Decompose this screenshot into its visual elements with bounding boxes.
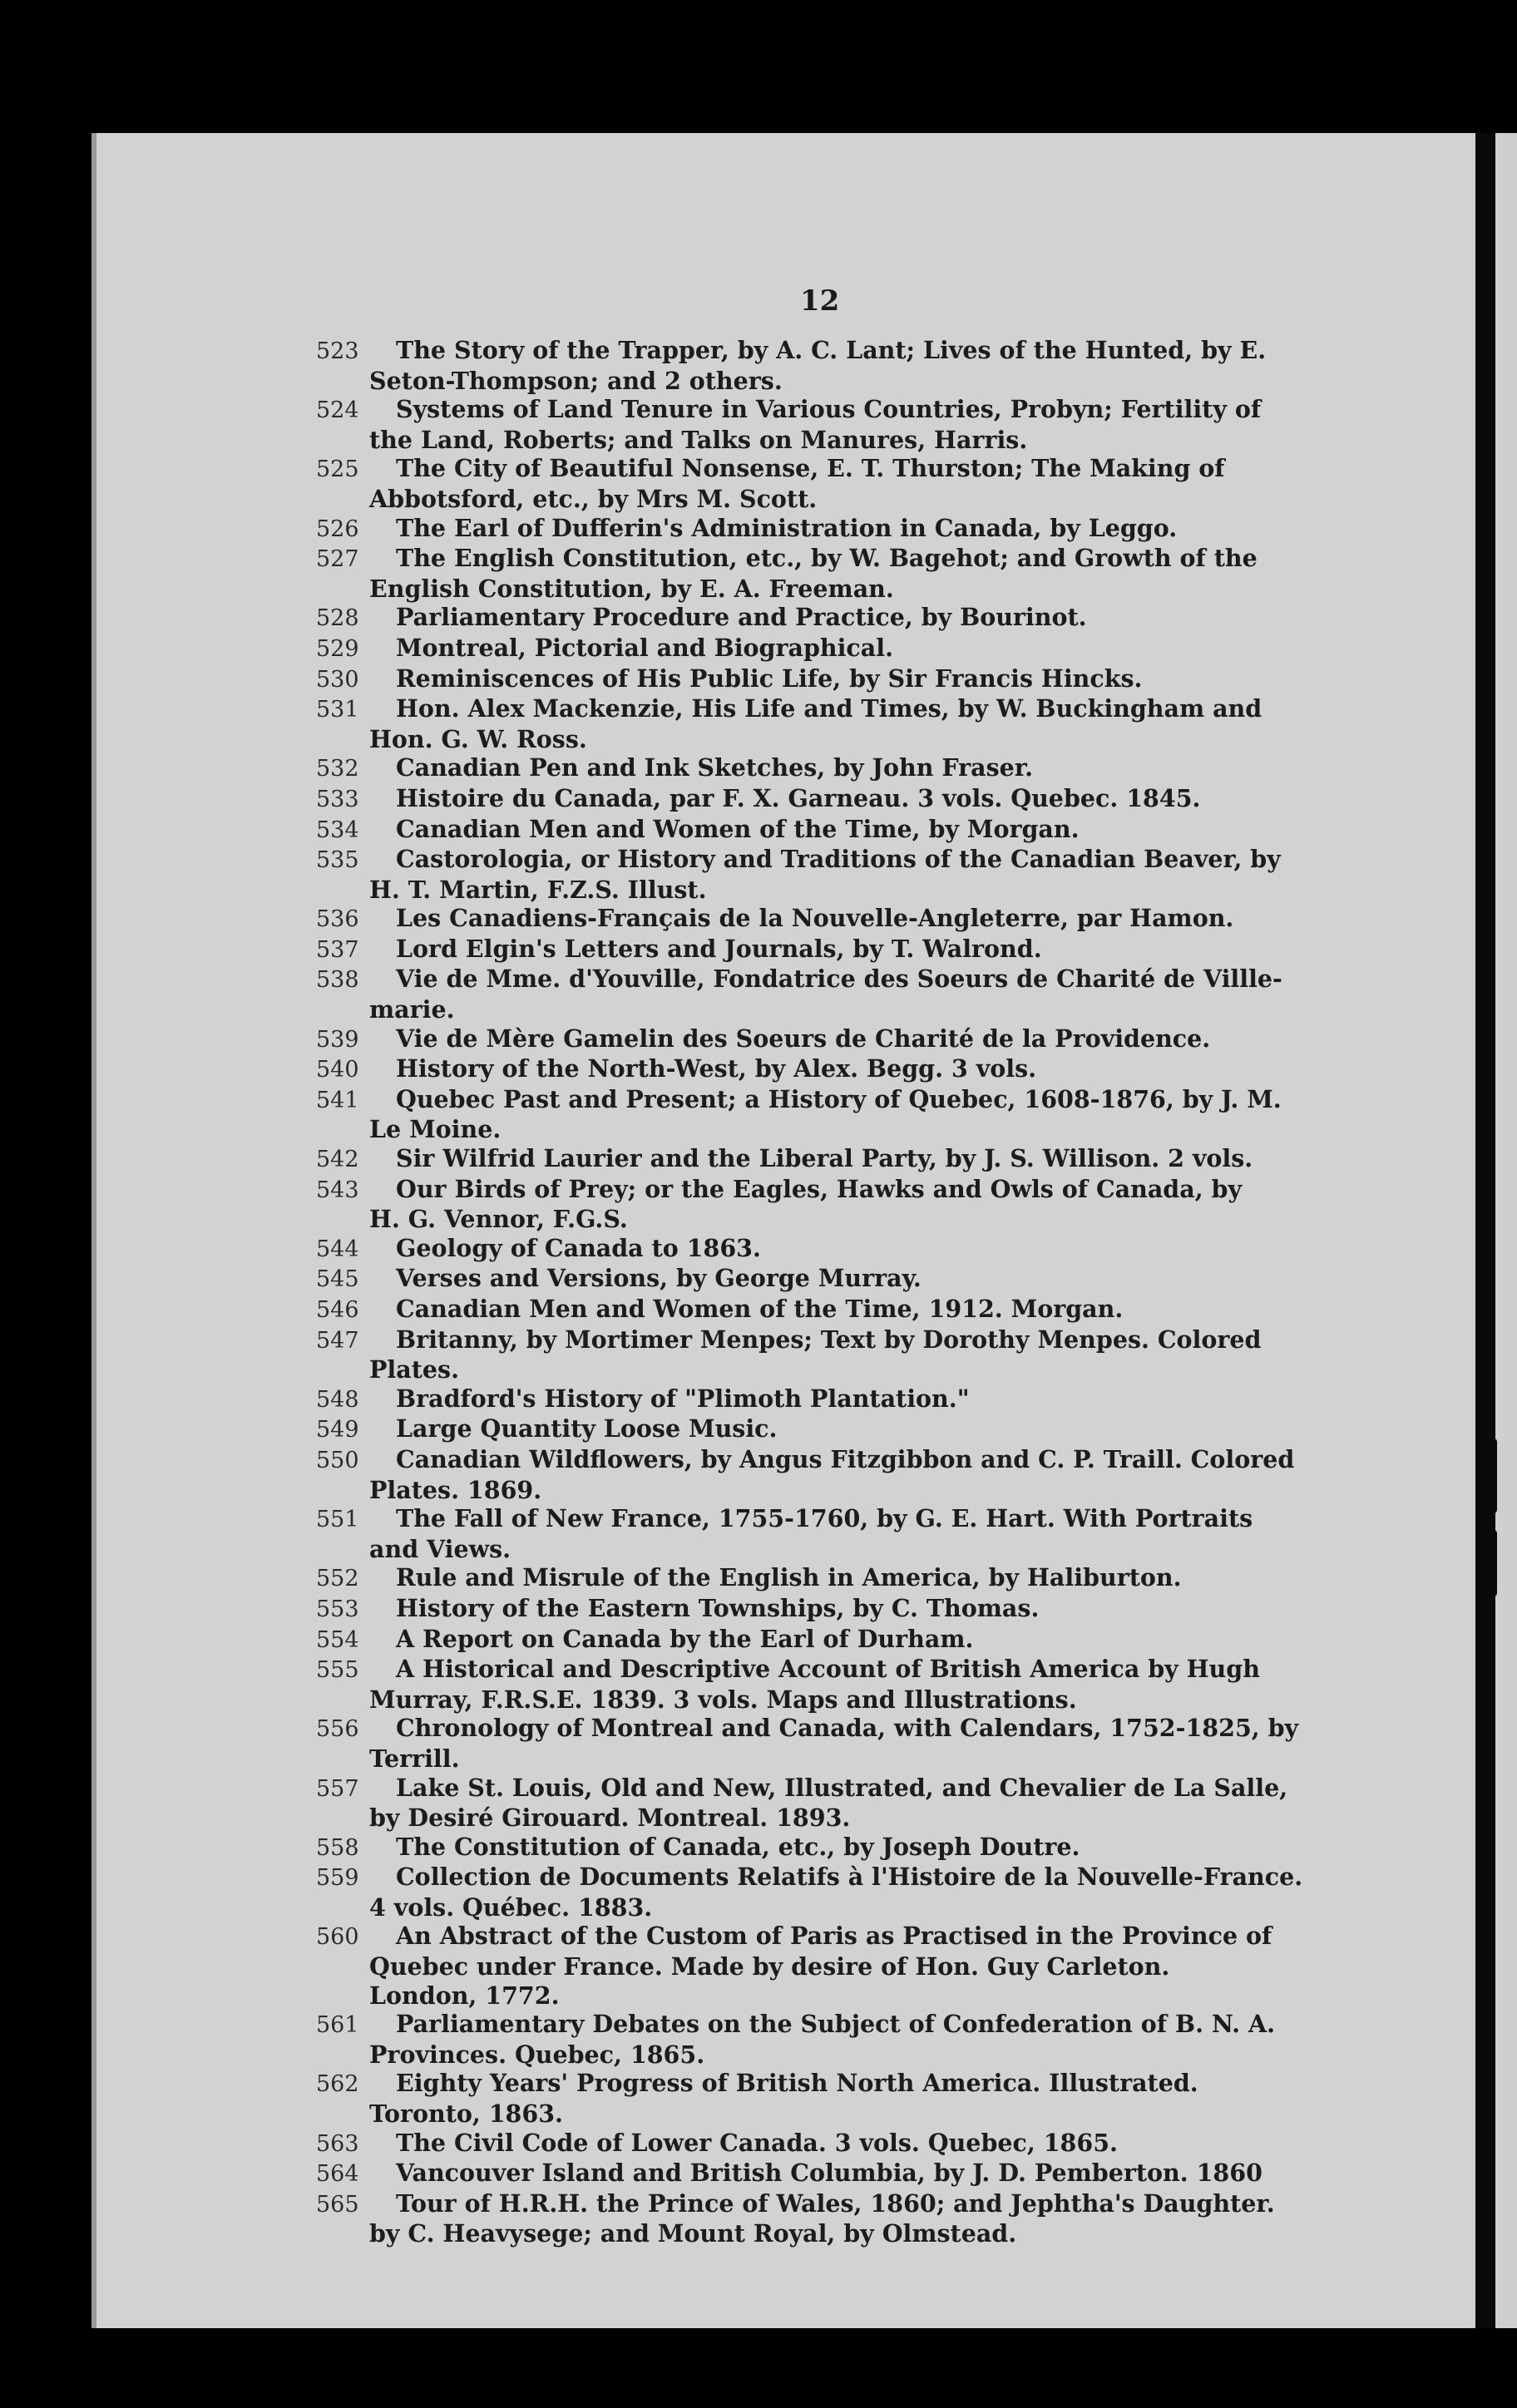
- entry-continuation: 4 vols. Québec. 1883.: [369, 1892, 653, 1922]
- entry-continuation-line: [369, 484, 1336, 514]
- entry-title: History of the North-West, by Alex. Begg. 3 vols.: [396, 1054, 1037, 1083]
- entry-title: The Civil Code of Lower Canada. 3 vols. Quebec, 1865.: [396, 2128, 1118, 2157]
- page-number: 12: [800, 284, 840, 318]
- facing-page-edge: [1495, 133, 1517, 2328]
- entry-title: Histoire du Canada, par F. X. Garneau. 3 vols. Quebec. 1845.: [396, 783, 1201, 812]
- catalogue-entry: [316, 1922, 1336, 2010]
- entry-continuation: marie.: [369, 995, 455, 1024]
- entry-number: 529: [316, 635, 359, 662]
- entry-continuation: Le Moine.: [369, 1115, 502, 1144]
- entry-number: 560: [316, 1924, 359, 1951]
- catalogue-entry: [316, 454, 1336, 513]
- entry-continuation-line: [369, 1744, 1336, 1774]
- catalogue-entry: [316, 1024, 1336, 1055]
- entry-continuation-line: [369, 366, 1336, 396]
- entry-title: Rule and Misrule of the English in America, by Haliburton.: [396, 1563, 1182, 1592]
- catalogue-entry: [316, 1833, 1336, 1863]
- catalogue-entry: [316, 1295, 1336, 1325]
- entry-number: 553: [316, 1596, 359, 1622]
- entry-number: 534: [316, 817, 359, 843]
- catalogue-entry: [316, 1325, 1336, 1384]
- catalogue-entries: [316, 336, 1336, 2248]
- entry-title: Reminiscences of His Public Life, by Sir Francis Hincks.: [396, 664, 1143, 693]
- entry-number: 536: [316, 906, 359, 933]
- entry-continuation-line: [369, 574, 1336, 604]
- entry-number: 525: [316, 456, 359, 483]
- entry-title: Montreal, Pictorial and Biographical.: [396, 633, 893, 662]
- entry-title: Canadian Men and Women of the Time, by Morgan.: [396, 814, 1080, 843]
- entry-number: 541: [316, 1087, 359, 1113]
- entry-continuation: H. T. Martin, F.Z.S. Illust.: [369, 875, 707, 904]
- entry-title: Systems of Land Tenure in Various Countries, Probyn; Fertility of: [396, 395, 1262, 424]
- entry-title: Canadian Wildflowers, by Angus Fitzgibbon and C. P. Traill. Colored: [396, 1444, 1295, 1473]
- entry-title: Geology of Canada to 1863.: [396, 1233, 761, 1262]
- catalogue-entry: [316, 965, 1336, 1024]
- catalogue-entry: [316, 2069, 1336, 2128]
- entry-number: 543: [316, 1177, 359, 1203]
- catalogue-entry: [316, 544, 1336, 603]
- catalogue-entry: [316, 1264, 1336, 1295]
- entry-number: 550: [316, 1447, 359, 1473]
- catalogue-entry: [316, 1144, 1336, 1175]
- catalogue-entry: [316, 514, 1336, 545]
- entry-continuation-line: [369, 1475, 1336, 1505]
- entry-number: 547: [316, 1327, 359, 1354]
- entry-continuation: Hon. G. W. Ross.: [369, 724, 587, 753]
- entry-title: Canadian Pen and Ink Sketches, by John Fraser.: [396, 753, 1034, 782]
- catalogue-entry: [316, 1175, 1336, 1234]
- entry-title: Tour of H.R.H. the Prince of Wales, 1860; and Jephtha's Daughter.: [396, 2188, 1275, 2218]
- entry-continuation-line: [369, 1355, 1336, 1384]
- entry-number: 542: [316, 1147, 359, 1173]
- entry-number: 561: [316, 2012, 359, 2039]
- catalogue-entry: [316, 2129, 1336, 2159]
- entry-title: Canadian Men and Women of the Time, 1912. Morgan.: [396, 1295, 1124, 1323]
- entry-number: 531: [316, 697, 359, 723]
- catalogue-entry: [316, 1563, 1336, 1594]
- entry-continuation-line: [369, 724, 1336, 754]
- entry-title: Collection de Documents Relatifs à l'Histoire de la Nouvelle-France.: [396, 1863, 1303, 1892]
- entry-continuation: Abbotsford, etc., by Mrs M. Scott.: [369, 484, 818, 513]
- entry-title: The English Constitution, etc., by W. Bagehot; and Growth of the: [396, 544, 1258, 573]
- entry-title: Chronology of Montreal and Canada, with Calendars, 1752-1825, by: [396, 1714, 1299, 1743]
- catalogue-entry: [316, 935, 1336, 965]
- page-gutter: [1475, 133, 1495, 2328]
- entry-number: 546: [316, 1297, 359, 1323]
- entry-continuation-line: [369, 425, 1336, 455]
- entry-title: The Story of the Trapper, by A. C. Lant; Lives of the Hunted, by E.: [396, 336, 1267, 364]
- entry-title: A Report on Canada by the Earl of Durham.: [396, 1624, 974, 1653]
- entry-number: 556: [316, 1716, 359, 1743]
- entry-title: Quebec Past and Present; a History of Quebec, 1608-1876, by J. M.: [396, 1084, 1282, 1113]
- catalogue-entry: [316, 753, 1336, 784]
- entry-continuation-line: [369, 1685, 1336, 1715]
- entry-title: Large Quantity Loose Music.: [396, 1414, 778, 1443]
- entry-continuation-line: [369, 1981, 1336, 2011]
- catalogue-entry: [316, 2159, 1336, 2189]
- entry-number: 530: [316, 666, 359, 693]
- catalogue-entry: [316, 2010, 1336, 2069]
- catalogue-entry: [316, 603, 1336, 634]
- entry-title: Eighty Years' Progress of British North America. Illustrated.: [396, 2069, 1198, 2098]
- catalogue-entry: [316, 336, 1336, 395]
- catalogue-entry: [316, 395, 1336, 454]
- entry-continuation: Murray, F.R.S.E. 1839. 3 vols. Maps and Illustrations.: [369, 1685, 1077, 1714]
- entry-number: 559: [316, 1865, 359, 1892]
- entry-title: Castorologia, or History and Traditions of the Canadian Beaver, by: [396, 845, 1281, 874]
- entry-number: 524: [316, 397, 359, 424]
- entry-continuation-line: [369, 1115, 1336, 1144]
- entry-continuation: Toronto, 1863.: [369, 2100, 563, 2129]
- catalogue-entry: [316, 1085, 1336, 1144]
- entry-continuation: English Constitution, by E. A. Freeman.: [369, 574, 894, 603]
- entry-continuation: the Land, Roberts; and Talks on Manures, Harris.: [369, 425, 1028, 454]
- entry-continuation: Provinces. Quebec, 1865.: [369, 2040, 705, 2069]
- catalogue-entry: [316, 815, 1336, 846]
- entry-number: 562: [316, 2071, 359, 2098]
- entry-number: 527: [316, 546, 359, 573]
- entry-title: An Abstract of the Custom of Paris as Practised in the Province of: [396, 1922, 1272, 1951]
- entry-number: 565: [316, 2191, 359, 2218]
- entry-continuation-line: [369, 1892, 1336, 1922]
- entry-number: 558: [316, 1834, 359, 1861]
- entry-title: The Fall of New France, 1755-1760, by G. E. Hart. With Portraits: [396, 1504, 1253, 1533]
- catalogue-entry: [316, 1774, 1336, 1833]
- entry-title: Les Canadiens-Français de la Nouvelle-Angleterre, par Hamon.: [396, 904, 1234, 933]
- entry-number: 526: [316, 516, 359, 542]
- entry-title: Lake St. Louis, Old and New, Illustrated, and Chevalier de La Salle,: [396, 1773, 1288, 1802]
- entry-continuation: Seton-Thompson; and 2 others.: [369, 366, 783, 395]
- entry-number: 552: [316, 1566, 359, 1592]
- entry-number: 564: [316, 2161, 359, 2188]
- entry-number: 528: [316, 605, 359, 632]
- entry-continuation: Terrill.: [369, 1744, 460, 1773]
- entry-number: 544: [316, 1236, 359, 1262]
- entry-continuation: by C. Heavysege; and Mount Royal, by Olmstead.: [369, 2219, 1017, 2248]
- catalogue-entry: [316, 694, 1336, 753]
- binding-mark: [1485, 1438, 1497, 1513]
- catalogue-entry: [316, 1054, 1336, 1085]
- entry-title: The City of Beautiful Nonsense, E. T. Thurston; The Making of: [396, 454, 1225, 483]
- entry-continuation-line: [369, 1952, 1336, 1981]
- entry-title: Lord Elgin's Letters and Journals, by T. Walrond.: [396, 934, 1042, 963]
- catalogue-entry: [316, 845, 1336, 904]
- entry-title: The Earl of Dufferin's Administration in Canada, by Leggo.: [396, 513, 1178, 542]
- entry-number: 563: [316, 2130, 359, 2157]
- entry-number: 545: [316, 1266, 359, 1293]
- entry-number: 537: [316, 936, 359, 963]
- binding-mark: [1485, 1530, 1497, 1596]
- entry-number: 555: [316, 1657, 359, 1684]
- entry-title: A Historical and Descriptive Account of British America by Hugh: [396, 1655, 1260, 1684]
- entry-continuation: London, 1772.: [369, 1981, 560, 2010]
- catalogue-entry: [316, 904, 1336, 935]
- entry-continuation-line: [369, 875, 1336, 905]
- catalogue-entry: [316, 1414, 1336, 1445]
- entry-title: Parliamentary Procedure and Practice, by Bourinot.: [396, 603, 1087, 632]
- entry-continuation: Plates.: [369, 1355, 459, 1384]
- entry-title: Hon. Alex Mackenzie, His Life and Times, by W. Buckingham and: [396, 694, 1263, 723]
- entry-number: 548: [316, 1386, 359, 1413]
- entry-continuation: Plates. 1869.: [369, 1475, 542, 1504]
- entry-continuation-line: [369, 995, 1336, 1024]
- entry-title: Sir Wilfrid Laurier and the Liberal Party, by J. S. Willison. 2 vols.: [396, 1144, 1253, 1173]
- entry-title: The Constitution of Canada, etc., by Joseph Doutre.: [396, 1832, 1080, 1861]
- catalogue-entry: [316, 634, 1336, 664]
- catalogue-entry: [316, 1655, 1336, 1714]
- entry-continuation-line: [369, 1205, 1336, 1234]
- entry-number: 557: [316, 1775, 359, 1802]
- entry-continuation-line: [369, 2100, 1336, 2129]
- entry-title: Vancouver Island and British Columbia, by J. D. Pemberton. 1860: [396, 2159, 1263, 2188]
- entry-number: 523: [316, 338, 359, 364]
- entry-number: 535: [316, 847, 359, 874]
- entry-title: Our Birds of Prey; or the Eagles, Hawks and Owls of Canada, by: [396, 1174, 1243, 1203]
- catalogue-entry: [316, 1504, 1336, 1563]
- entry-number: 539: [316, 1026, 359, 1053]
- catalogue-entry: [316, 1445, 1336, 1504]
- entry-number: 551: [316, 1507, 359, 1533]
- entry-title: Britanny, by Mortimer Menpes; Text by Dorothy Menpes. Colored: [396, 1325, 1262, 1354]
- entry-title: Vie de Mme. d'Youville, Fondatrice des Soeurs de Charité de Villle-: [396, 965, 1282, 994]
- entry-continuation: and Views.: [369, 1534, 511, 1563]
- entry-continuation-line: [369, 1804, 1336, 1833]
- catalogue-entry: [316, 1863, 1336, 1922]
- entry-continuation: H. G. Vennor, F.G.S.: [369, 1205, 628, 1234]
- entry-number: 554: [316, 1626, 359, 1653]
- entry-continuation-line: [369, 1534, 1336, 1564]
- catalogue-entry: [316, 664, 1336, 695]
- entry-number: 532: [316, 756, 359, 782]
- catalogue-entry: [316, 2189, 1336, 2248]
- catalogue-entry: [316, 1594, 1336, 1625]
- entry-title: History of the Eastern Townships, by C. Thomas.: [396, 1593, 1040, 1622]
- entry-continuation-line: [369, 2040, 1336, 2070]
- catalogue-entry: [316, 1384, 1336, 1415]
- entry-number: 540: [316, 1057, 359, 1083]
- entry-number: 533: [316, 786, 359, 812]
- entry-title: Verses and Versions, by George Murray.: [396, 1264, 922, 1293]
- entry-title: Vie de Mère Gamelin des Soeurs de Charité de la Providence.: [396, 1024, 1211, 1053]
- entry-title: Bradford's History of "Plimoth Plantation.": [396, 1384, 970, 1413]
- entry-title: Parliamentary Debates on the Subject of Confederation of B. N. A.: [396, 2010, 1276, 2039]
- catalogue-entry: [316, 784, 1336, 815]
- entry-number: 549: [316, 1417, 359, 1443]
- entry-continuation-line: [369, 2219, 1336, 2248]
- catalogue-entry: [316, 1234, 1336, 1265]
- catalogue-entry: [316, 1625, 1336, 1656]
- entry-continuation: Quebec under France. Made by desire of Hon. Guy Carleton.: [369, 1952, 1170, 1981]
- catalogue-entry: [316, 1714, 1336, 1773]
- entry-number: 538: [316, 967, 359, 994]
- entry-continuation: by Desiré Girouard. Montreal. 1893.: [369, 1804, 851, 1833]
